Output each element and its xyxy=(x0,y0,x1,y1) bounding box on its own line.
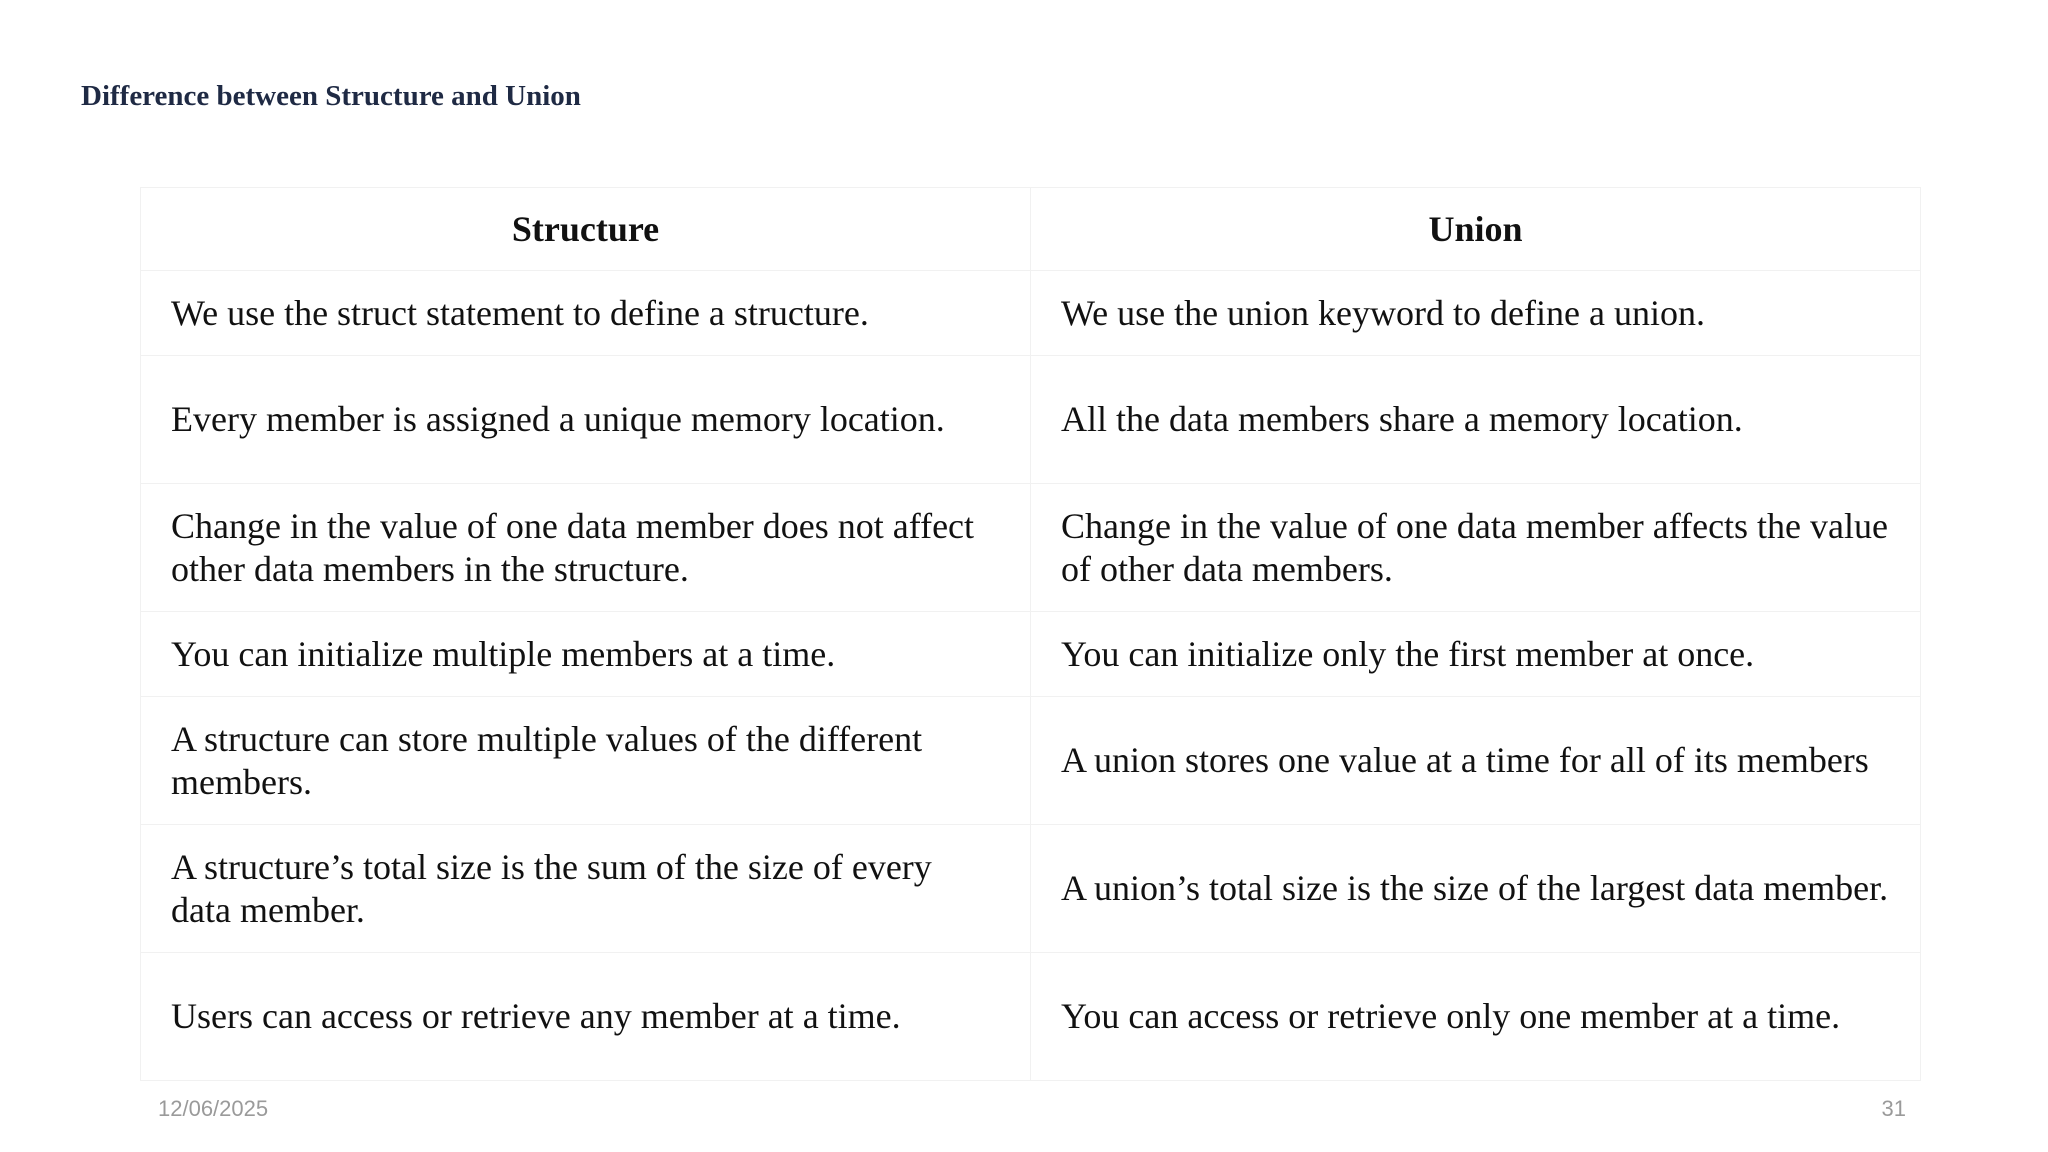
comparison-table-container xyxy=(140,187,1920,1081)
structure-cell: We use the struct statement to define a structure. xyxy=(141,271,1031,356)
header-structure: Structure xyxy=(141,188,1031,271)
structure-cell: A structure’s total size is the sum of the size of every data member. xyxy=(141,825,1031,953)
structure-cell: Every member is assigned a unique memory location. xyxy=(141,356,1031,484)
footer-date: 12/06/2025 xyxy=(158,1096,269,1121)
structure-cell: You can initialize multiple members at a time. xyxy=(141,612,1031,697)
table-row xyxy=(141,953,1921,1081)
union-cell: Change in the value of one data member affects the value of other data members. xyxy=(1031,484,1921,612)
union-cell: You can initialize only the first member at once. xyxy=(1031,612,1921,697)
table-row xyxy=(141,697,1921,825)
union-cell: All the data members share a memory location. xyxy=(1031,356,1921,484)
structure-cell: Users can access or retrieve any member at a time. xyxy=(141,953,1031,1081)
structure-cell: A structure can store multiple values of the different members. xyxy=(141,697,1031,825)
table-row xyxy=(141,271,1921,356)
footer-page-number: 31 xyxy=(1881,1096,1906,1121)
union-cell: A union’s total size is the size of the largest data member. xyxy=(1031,825,1921,953)
structure-cell: Change in the value of one data member does not affect other data members in the structure. xyxy=(141,484,1031,612)
comparison-table xyxy=(140,187,1921,1081)
header-union: Union xyxy=(1031,188,1921,271)
union-cell: A union stores one value at a time for all of its members xyxy=(1031,697,1921,825)
union-cell: You can access or retrieve only one member at a time. xyxy=(1031,953,1921,1081)
table-row xyxy=(141,612,1921,697)
table-row xyxy=(141,484,1921,612)
table-row xyxy=(141,356,1921,484)
slide-title: Difference between Structure and Union xyxy=(81,80,581,112)
union-cell: We use the union keyword to define a union. xyxy=(1031,271,1921,356)
table-row xyxy=(141,825,1921,953)
table-header-row xyxy=(141,188,1921,271)
